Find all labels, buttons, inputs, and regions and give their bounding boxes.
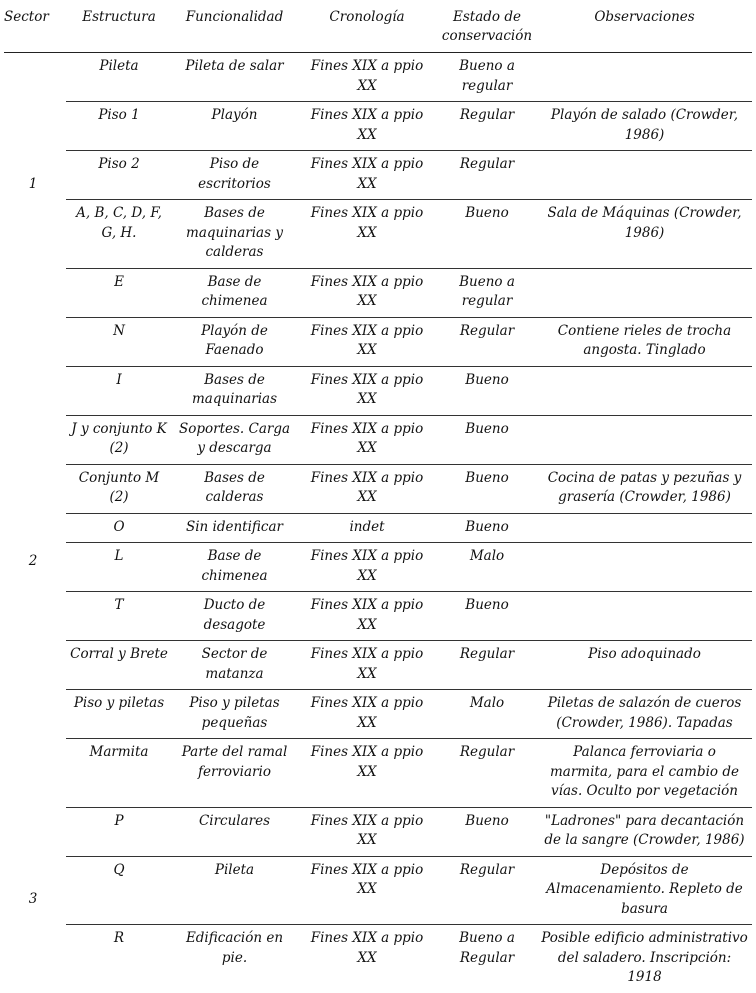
estado-cell: Bueno bbox=[437, 807, 537, 856]
observaciones-cell bbox=[537, 151, 752, 200]
table-row bbox=[4, 807, 752, 856]
table-row bbox=[4, 513, 752, 543]
header-estado: Estado de conservación bbox=[441, 9, 533, 44]
heritage-structures-table bbox=[4, 4, 752, 993]
estado-cell: Bueno bbox=[437, 464, 537, 513]
estado-cell: Regular bbox=[437, 151, 537, 200]
funcionalidad-cell: Ducto de desagote bbox=[172, 592, 297, 641]
estado-cell: Malo bbox=[437, 543, 537, 592]
estructura-cell: I bbox=[66, 366, 172, 415]
cronologia-cell: Fines XIX a ppio XX bbox=[297, 464, 437, 513]
observaciones-cell: Sala de Máquinas (Crowder, 1986) bbox=[537, 200, 752, 269]
table-row bbox=[4, 366, 752, 415]
table-row bbox=[4, 415, 752, 464]
cronologia-cell: indet bbox=[297, 513, 437, 543]
estructura-cell: Pileta bbox=[66, 53, 172, 102]
sector-cell: 3 bbox=[28, 890, 38, 907]
estructura-cell: Piso 1 bbox=[66, 102, 172, 151]
funcionalidad-cell: Sector de matanza bbox=[172, 641, 297, 690]
funcionalidad-cell: Piso y piletas pequeñas bbox=[172, 690, 297, 739]
estructura-cell: O bbox=[66, 513, 172, 543]
funcionalidad-cell: Playón de Faenado bbox=[172, 317, 297, 366]
funcionalidad-cell: Base de chimenea bbox=[172, 543, 297, 592]
table-row bbox=[4, 268, 752, 317]
estructura-cell: P bbox=[66, 807, 172, 856]
observaciones-cell: Depósitos de Almacenamiento. Repleto de basura bbox=[537, 856, 752, 925]
observaciones-cell: Playón de salado (Crowder, 1986) bbox=[537, 102, 752, 151]
table-row bbox=[4, 739, 752, 808]
table-row bbox=[4, 102, 752, 151]
header-funcionalidad: Funcionalidad bbox=[185, 9, 284, 25]
estructura-cell: T bbox=[66, 592, 172, 641]
cronologia-cell: Fines XIX a ppio XX bbox=[297, 102, 437, 151]
funcionalidad-cell: Bases de calderas bbox=[172, 464, 297, 513]
table-row bbox=[4, 641, 752, 690]
cronologia-cell: Fines XIX a ppio XX bbox=[297, 543, 437, 592]
observaciones-cell: Posible edificio administrativo del saladero. Inscripción: 1918 bbox=[541, 930, 748, 985]
table-row bbox=[4, 151, 752, 200]
cronologia-cell: Fines XIX a ppio XX bbox=[297, 592, 437, 641]
funcionalidad-cell: Sin identificar bbox=[172, 513, 297, 543]
observaciones-cell bbox=[537, 53, 752, 102]
header-cronologia: Cronología bbox=[329, 9, 405, 25]
funcionalidad-cell: Bases de maquinarias bbox=[172, 366, 297, 415]
header-observaciones: Observaciones bbox=[594, 9, 695, 25]
table-row bbox=[4, 53, 752, 102]
cronologia-cell: Fines XIX a ppio XX bbox=[297, 151, 437, 200]
estructura-cell: Corral y Brete bbox=[66, 641, 172, 690]
estado-cell: Regular bbox=[437, 739, 537, 808]
funcionalidad-cell: Bases de maquinarias y calderas bbox=[172, 200, 297, 269]
table-body bbox=[4, 53, 752, 993]
estado-cell: Bueno bbox=[437, 513, 537, 543]
cronologia-cell: Fines XIX a ppio XX bbox=[310, 930, 424, 966]
table-row bbox=[4, 543, 752, 592]
observaciones-cell: Cocina de patas y pezuñas y grasería (Crowder, 1986) bbox=[537, 464, 752, 513]
estado-cell: Regular bbox=[437, 641, 537, 690]
cronologia-cell: Fines XIX a ppio XX bbox=[297, 366, 437, 415]
table-row bbox=[4, 200, 752, 269]
estructura-cell: Conjunto M (2) bbox=[66, 464, 172, 513]
observaciones-cell bbox=[537, 366, 752, 415]
estado-cell: Regular bbox=[437, 317, 537, 366]
cronologia-cell: Fines XIX a ppio XX bbox=[297, 268, 437, 317]
table-row bbox=[4, 592, 752, 641]
cronologia-cell: Fines XIX a ppio XX bbox=[297, 690, 437, 739]
observaciones-cell bbox=[537, 543, 752, 592]
table-row bbox=[4, 464, 752, 513]
funcionalidad-cell: Piso de escritorios bbox=[172, 151, 297, 200]
estado-cell: Bueno a regular bbox=[437, 53, 537, 102]
estado-cell: Bueno bbox=[437, 592, 537, 641]
observaciones-cell bbox=[537, 415, 752, 464]
estado-cell: Bueno bbox=[437, 200, 537, 269]
estructura-cell: L bbox=[66, 543, 172, 592]
cronologia-cell: Fines XIX a ppio XX bbox=[297, 856, 437, 925]
table-row bbox=[4, 856, 752, 925]
estado-cell: Regular bbox=[437, 102, 537, 151]
header-sector: Sector bbox=[4, 9, 49, 25]
estructura-cell: Piso 2 bbox=[66, 151, 172, 200]
estructura-cell: N bbox=[66, 317, 172, 366]
observaciones-cell bbox=[537, 592, 752, 641]
cronologia-cell: Fines XIX a ppio XX bbox=[297, 641, 437, 690]
sector-cell: 1 bbox=[28, 175, 38, 192]
funcionalidad-cell: Circulares bbox=[172, 807, 297, 856]
sector-cell: 2 bbox=[28, 552, 38, 569]
table-row bbox=[4, 317, 752, 366]
estado-cell: Bueno a regular bbox=[437, 268, 537, 317]
observaciones-cell: Piso adoquinado bbox=[537, 641, 752, 690]
estado-cell: Bueno bbox=[437, 366, 537, 415]
cronologia-cell: Fines XIX a ppio XX bbox=[297, 317, 437, 366]
estado-cell: Malo bbox=[437, 690, 537, 739]
cronologia-cell: Fines XIX a ppio XX bbox=[297, 53, 437, 102]
header-row bbox=[4, 4, 752, 53]
header-estructura: Estructura bbox=[82, 9, 156, 25]
estructura-cell: Piso y piletas bbox=[66, 690, 172, 739]
funcionalidad-cell: Edificación en pie. bbox=[185, 930, 284, 966]
table-row bbox=[4, 925, 752, 993]
cronologia-cell: Fines XIX a ppio XX bbox=[297, 415, 437, 464]
observaciones-cell bbox=[537, 268, 752, 317]
observaciones-cell: Piletas de salazón de cueros (Crowder, 1986). Tapadas bbox=[537, 690, 752, 739]
observaciones-cell: Contiene rieles de trocha angosta. Tinglado bbox=[537, 317, 752, 366]
estructura-cell: J y conjunto K (2) bbox=[66, 415, 172, 464]
funcionalidad-cell: Soportes. Carga y descarga bbox=[172, 415, 297, 464]
estado-cell: Regular bbox=[437, 856, 537, 925]
funcionalidad-cell: Parte del ramal ferroviario bbox=[172, 739, 297, 808]
funcionalidad-cell: Base de chimenea bbox=[172, 268, 297, 317]
cronologia-cell: Fines XIX a ppio XX bbox=[297, 807, 437, 856]
estructura-cell: R bbox=[113, 930, 125, 946]
table-row bbox=[4, 690, 752, 739]
funcionalidad-cell: Playón bbox=[172, 102, 297, 151]
funcionalidad-cell: Pileta de salar bbox=[172, 53, 297, 102]
estructura-cell: A, B, C, D, F, G, H. bbox=[66, 200, 172, 269]
cronologia-cell: Fines XIX a ppio XX bbox=[297, 200, 437, 269]
funcionalidad-cell: Pileta bbox=[172, 856, 297, 925]
estructura-cell: Q bbox=[66, 856, 172, 925]
estado-cell: Bueno bbox=[437, 415, 537, 464]
observaciones-cell bbox=[537, 513, 752, 543]
observaciones-cell: Palanca ferroviaria o marmita, para el cambio de vías. Oculto por vegetación bbox=[537, 739, 752, 808]
estado-cell: Bueno a Regular bbox=[459, 930, 515, 966]
estructura-cell: Marmita bbox=[66, 739, 172, 808]
observaciones-cell: "Ladrones" para decantación de la sangre (Crowder, 1986) bbox=[537, 807, 752, 856]
cronologia-cell: Fines XIX a ppio XX bbox=[297, 739, 437, 808]
estructura-cell: E bbox=[66, 268, 172, 317]
